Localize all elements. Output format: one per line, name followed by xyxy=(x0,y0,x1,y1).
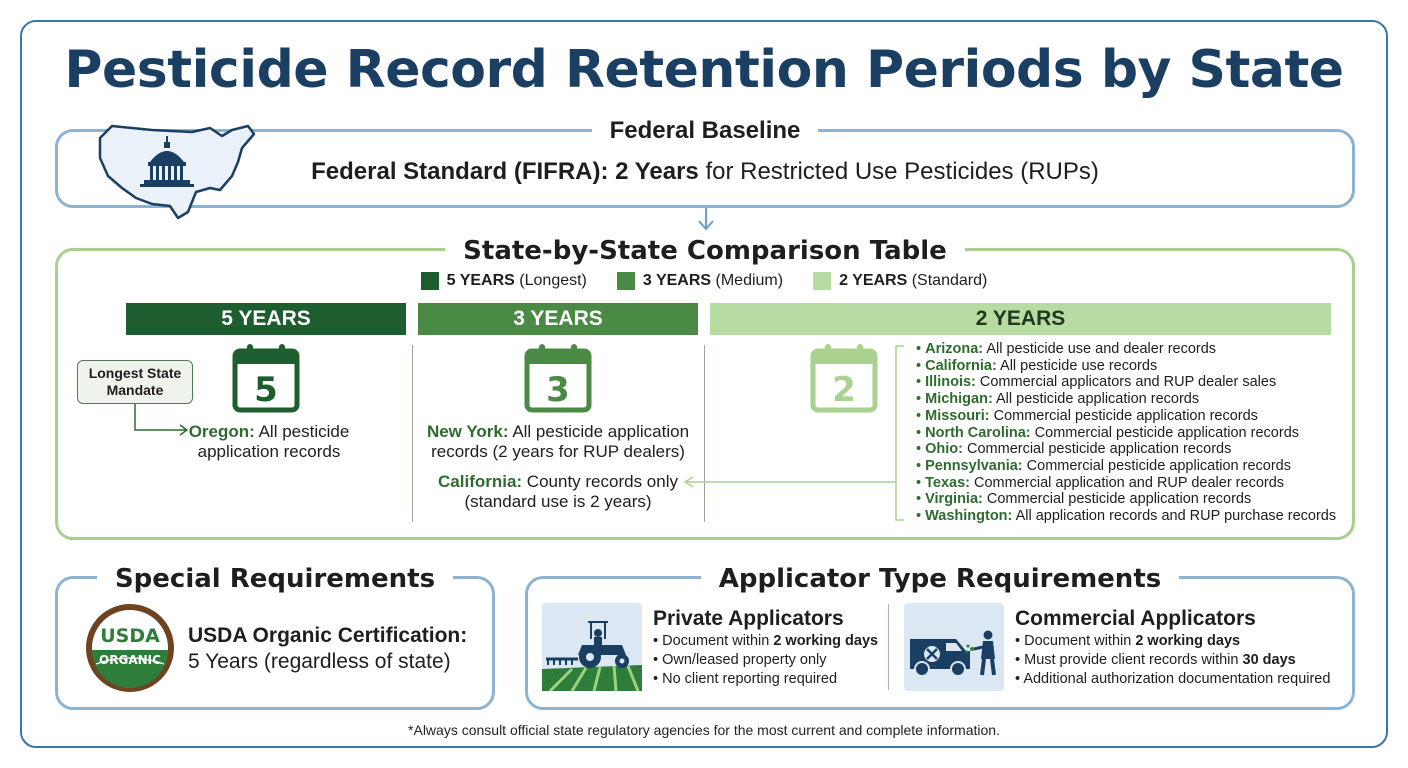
new-york-entry xyxy=(424,422,692,462)
down-arrow-icon xyxy=(697,208,715,232)
band-2-years: 2 YEARS xyxy=(710,303,1331,335)
us-map-capitol-icon xyxy=(92,118,262,222)
new-york-description: All pesticide application records (2 years for RUP dealers) xyxy=(431,422,690,461)
list-item: • Ohio: Commercial pesticide application records xyxy=(916,441,1232,458)
tractor-icon xyxy=(542,603,642,691)
legend-swatch-5 xyxy=(421,272,439,290)
list-item: • Michigan: All pesticide application records xyxy=(916,391,1200,408)
california-3yr-state-name: California: xyxy=(438,472,523,491)
band-3-years: 3 YEARS xyxy=(418,303,698,335)
commercial-applicators-list xyxy=(1015,632,1330,689)
list-item: • Texas: Commercial application and RUP dealer records xyxy=(916,474,1285,491)
list-item: • Pennsylvania: Commercial pesticide application records xyxy=(916,457,1291,474)
legend-label-5: 5 YEARS xyxy=(446,272,515,289)
longest-mandate-callout: Longest State Mandate xyxy=(77,360,193,404)
retention-legend xyxy=(0,272,1408,290)
usda-cert-label: USDA Organic Certification: xyxy=(188,624,468,647)
legend-desc-2: (Standard) xyxy=(907,272,988,289)
federal-heading: Federal Baseline xyxy=(592,117,819,144)
seal-usda-text: USDA xyxy=(100,625,160,647)
calendar-5-number: 5 xyxy=(254,370,278,410)
oregon-state-name: Oregon: xyxy=(188,422,255,441)
california-3yr-description: County records only (standard use is 2 years) xyxy=(464,472,678,511)
federal-standard-bold: Federal Standard (FIFRA): 2 Years xyxy=(311,158,699,185)
applicator-heading: Applicator Type Requirements xyxy=(701,564,1179,594)
band-5-years: 5 YEARS xyxy=(126,303,406,335)
legend-swatch-3 xyxy=(617,272,635,290)
list-item: • Washington: All application records and RUP purchase records xyxy=(916,508,1337,525)
legend-item-2-years xyxy=(813,272,987,290)
list-item: • Additional authorization documentation required xyxy=(1015,671,1331,687)
private-applicators-list xyxy=(653,632,878,689)
calendar-5-icon xyxy=(232,343,300,413)
calendar-3-icon xyxy=(524,343,592,413)
usda-cert-period: 5 Years (regardless of state) xyxy=(188,650,451,673)
callout-arrow-icon xyxy=(126,404,192,436)
service-van-icon xyxy=(904,603,1004,691)
list-item: • North Carolina: Commercial pesticide application records xyxy=(916,424,1300,441)
list-item: • Must provide client records within 30 days xyxy=(1015,652,1296,668)
list-item: • Missouri: Commercial pesticide application records xyxy=(916,407,1258,424)
column-divider xyxy=(412,345,413,522)
legend-item-5-years xyxy=(421,272,587,290)
list-item: • Document within 2 working days xyxy=(1015,633,1241,649)
bracket-arrow-icon xyxy=(680,344,910,524)
list-item: • Arizona: All pesticide use and dealer records xyxy=(916,341,1217,357)
list-item: • Own/leased property only xyxy=(653,652,827,668)
commercial-applicator-illustration xyxy=(904,603,1004,691)
calendar-3-number: 3 xyxy=(546,370,570,410)
page-title: Pesticide Record Retention Periods by State xyxy=(64,40,1344,100)
oregon-entry xyxy=(184,422,354,462)
legend-swatch-2 xyxy=(813,272,831,290)
calendar-2-number: 2 xyxy=(832,370,856,410)
footnote: *Always consult official state regulatory agencies for the most current and complete information. xyxy=(408,722,1000,738)
legend-item-3-years xyxy=(617,272,783,290)
usda-organic-text xyxy=(188,623,467,675)
comparison-heading: State-by-State Comparison Table xyxy=(445,236,965,266)
usda-organic-seal xyxy=(84,602,176,694)
list-item: • No client reporting required xyxy=(653,671,838,687)
list-item: • Document within 2 working days xyxy=(653,633,879,649)
oregon-description: All pesticide application records xyxy=(197,422,350,461)
list-item: • California: All pesticide use records xyxy=(916,357,1158,374)
new-york-state-name: New York: xyxy=(426,422,509,441)
california-county-entry xyxy=(436,472,680,512)
list-item: • Virginia: Commercial pesticide application records xyxy=(916,491,1252,508)
two-year-state-list xyxy=(916,341,1336,525)
private-applicators-title: Private Applicators xyxy=(653,607,844,630)
seal-organic-text: ORGANIC xyxy=(99,653,161,667)
legend-label-3: 3 YEARS xyxy=(642,272,712,289)
private-applicator-illustration xyxy=(542,603,642,691)
legend-label-2: 2 YEARS xyxy=(839,272,908,289)
legend-desc-5: (Longest) xyxy=(514,272,587,289)
legend-desc-3: (Medium) xyxy=(711,272,784,289)
federal-standard-rest: for Restricted Use Pesticides (RUPs) xyxy=(698,158,1099,185)
applicator-divider xyxy=(888,604,889,690)
special-heading: Special Requirements xyxy=(97,564,453,594)
commercial-applicators-title: Commercial Applicators xyxy=(1015,607,1256,630)
list-item: • Illinois: Commercial applicators and RUP dealer sales xyxy=(916,374,1277,391)
